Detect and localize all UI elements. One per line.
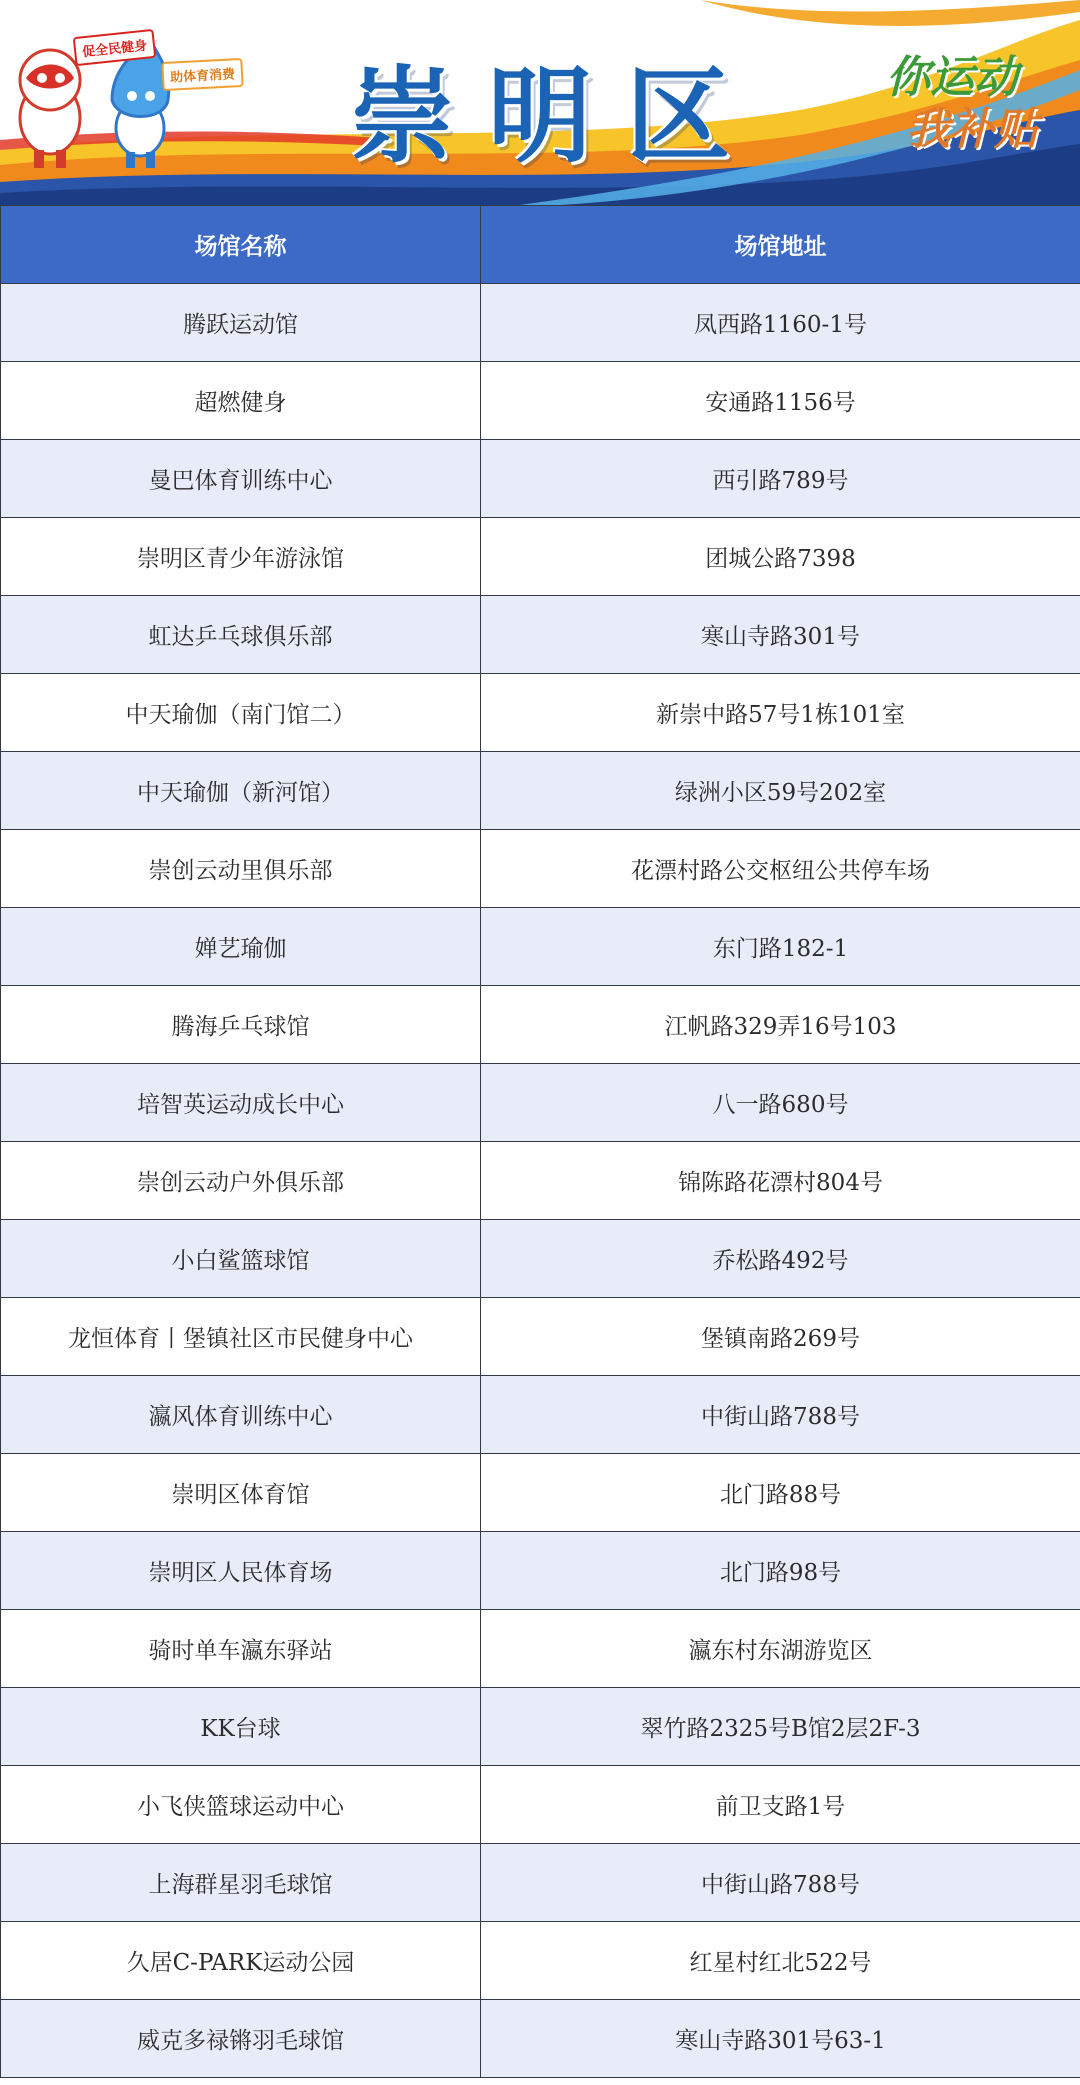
table-row (1, 284, 1080, 362)
table-row (1, 1220, 1080, 1298)
venue-address-cell: 团城公路7398 (481, 518, 1080, 596)
venue-name-cell: 腾海乒乓球馆 (1, 986, 481, 1064)
table-row (1, 1532, 1080, 1610)
venue-address-cell: 中街山路788号 (481, 1376, 1080, 1454)
table-row (1, 986, 1080, 1064)
table-row (1, 518, 1080, 596)
table-row (1, 674, 1080, 752)
venue-name-cell: 中天瑜伽（南门馆二） (1, 674, 481, 752)
table-row (1, 1142, 1080, 1220)
venue-address-cell: 安通路1156号 (481, 362, 1080, 440)
venue-address-cell: 东门路182-1 (481, 908, 1080, 986)
venue-address-cell: 寒山寺路301号 (481, 596, 1080, 674)
table-row (1, 596, 1080, 674)
venue-name-cell: 上海群星羽毛球馆 (1, 1844, 481, 1922)
venue-name-cell: 小白鲨篮球馆 (1, 1220, 481, 1298)
table-row (1, 908, 1080, 986)
table-row (1, 1454, 1080, 1532)
table-row (1, 1844, 1080, 1922)
venue-address-cell: 花漂村路公交枢纽公共停车场 (481, 830, 1080, 908)
venue-name-cell: 瀛风体育训练中心 (1, 1376, 481, 1454)
table-header-row (1, 206, 1080, 284)
venue-name-cell: 骑时单车瀛东驿站 (1, 1610, 481, 1688)
venue-address-cell: 江帆路329弄16号103 (481, 986, 1080, 1064)
table-row (1, 830, 1080, 908)
venue-name-cell: 崇创云动户外俱乐部 (1, 1142, 481, 1220)
venue-name-cell: 中天瑜伽（新河馆） (1, 752, 481, 830)
table-row (1, 1766, 1080, 1844)
table-row (1, 1064, 1080, 1142)
table-row (1, 2000, 1080, 2078)
table-row (1, 1922, 1080, 2000)
venue-address-cell: 寒山寺路301号63-1 (481, 2000, 1080, 2078)
venue-address-cell: 红星村红北522号 (481, 1922, 1080, 2000)
venue-table (0, 205, 1080, 2078)
venue-address-cell: 前卫支路1号 (481, 1766, 1080, 1844)
slogan-tag-consumption: 助体育消费 (161, 58, 243, 91)
venue-address-cell: 中街山路788号 (481, 1844, 1080, 1922)
venue-address-cell: 凤西路1160-1号 (481, 284, 1080, 362)
venue-name-cell: 虹达乒乓球俱乐部 (1, 596, 481, 674)
venue-name-cell: 培智英运动成长中心 (1, 1064, 481, 1142)
venue-name-cell: 腾跃运动馆 (1, 284, 481, 362)
venue-address-cell: 锦陈路花漂村804号 (481, 1142, 1080, 1220)
table-row (1, 1688, 1080, 1766)
table-row (1, 440, 1080, 518)
header-banner (0, 0, 1080, 205)
venue-address-cell: 西引路789号 (481, 440, 1080, 518)
venue-name-cell: 龙恒体育丨堡镇社区市民健身中心 (1, 1298, 481, 1376)
column-header-venue-name: 场馆名称 (1, 206, 481, 284)
venue-name-cell: 崇明区体育馆 (1, 1454, 481, 1532)
column-header-venue-address: 场馆地址 (481, 206, 1080, 284)
venue-address-cell: 北门路88号 (481, 1454, 1080, 1532)
venue-address-cell: 绿洲小区59号202室 (481, 752, 1080, 830)
venue-name-cell: 崇明区青少年游泳馆 (1, 518, 481, 596)
table-row (1, 1610, 1080, 1688)
table-body (1, 284, 1080, 2078)
venue-name-cell: 崇明区人民体育场 (1, 1532, 481, 1610)
table-row (1, 362, 1080, 440)
page-title: 崇明区 (349, 55, 764, 177)
venue-address-cell: 八一路680号 (481, 1064, 1080, 1142)
slogan (846, 52, 1058, 156)
venue-address-cell: 瀛东村东湖游览区 (481, 1610, 1080, 1688)
venue-address-cell: 北门路98号 (481, 1532, 1080, 1610)
venue-address-cell: 翠竹路2325号B馆2层2F-3 (481, 1688, 1080, 1766)
venue-name-cell: 婵艺瑜伽 (1, 908, 481, 986)
table-row (1, 752, 1080, 830)
venue-address-cell: 新崇中路57号1栋101室 (481, 674, 1080, 752)
venue-name-cell: 久居C-PARK运动公园 (1, 1922, 481, 2000)
venue-name-cell: 曼巴体育训练中心 (1, 440, 481, 518)
table-row (1, 1376, 1080, 1454)
venue-name-cell: 威克多禄锵羽毛球馆 (1, 2000, 481, 2078)
venue-address-cell: 乔松路492号 (481, 1220, 1080, 1298)
venue-address-cell: 堡镇南路269号 (481, 1298, 1080, 1376)
slogan-tag-fitness: 促全民健身 (73, 29, 157, 66)
venue-name-cell: 超燃健身 (1, 362, 481, 440)
venue-name-cell: 小飞侠篮球运动中心 (1, 1766, 481, 1844)
table-row (1, 1298, 1080, 1376)
slogan-line-2: 我补贴 (906, 104, 1038, 155)
venue-name-cell: KK台球 (1, 1688, 481, 1766)
venue-name-cell: 崇创云动里俱乐部 (1, 830, 481, 908)
slogan-line-1: 你运动 (886, 52, 1018, 103)
